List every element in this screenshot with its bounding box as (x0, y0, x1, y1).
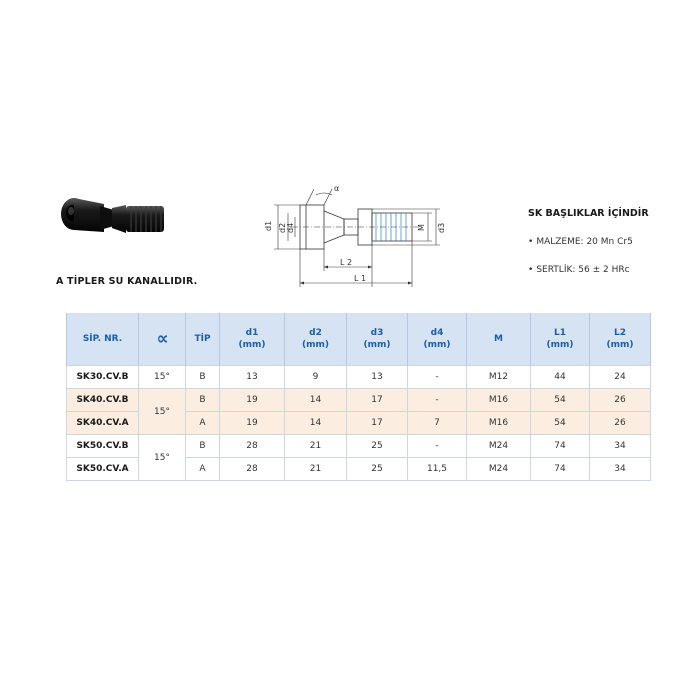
cell-m: M16 (467, 412, 531, 435)
cell-m: M24 (467, 435, 531, 458)
cell-angle: 15° (139, 435, 186, 481)
header-d1: d1 (mm) (220, 313, 285, 366)
cell-d1: 13 (220, 366, 285, 389)
cell-d3: 25 (347, 435, 408, 458)
cell-d2: 14 (285, 412, 347, 435)
cell-tip: B (186, 389, 220, 412)
cell-m: M12 (467, 366, 531, 389)
cell-d1: 19 (220, 389, 285, 412)
header-tip: TİP (186, 313, 220, 366)
cell-angle: 15° (139, 366, 186, 389)
dim-m-label: M (417, 224, 426, 231)
table-row (67, 389, 651, 412)
table-row (67, 435, 651, 458)
cell-d4: - (408, 435, 467, 458)
cell-d4: 7 (408, 412, 467, 435)
bullet: • (528, 265, 534, 275)
cell-d3: 13 (347, 366, 408, 389)
spec-material-text: MALZEME: 20 Mn Cr5 (536, 237, 633, 247)
cell-code: SK40.CV.B (67, 389, 139, 412)
cell-l1: 44 (531, 366, 590, 389)
header-d2: d2 (mm) (285, 313, 347, 366)
dim-l2-label: L 2 (340, 258, 353, 267)
dim-d1-label: d1 (264, 220, 273, 231)
table-header-row (67, 313, 651, 366)
cell-d1: 28 (220, 458, 285, 481)
alpha-symbol: ∝ (156, 328, 168, 349)
cell-d2: 21 (285, 435, 347, 458)
cell-tip: A (186, 412, 220, 435)
cell-l1: 74 (531, 435, 590, 458)
cell-l1: 54 (531, 412, 590, 435)
cell-l1: 74 (531, 458, 590, 481)
cell-code: SK30.CV.B (67, 366, 139, 389)
header-sip-nr: SİP. NR. (67, 313, 139, 366)
header-alpha (139, 313, 186, 366)
dim-alpha-label: α (334, 184, 340, 193)
cell-code: SK40.CV.A (67, 412, 139, 435)
cell-tip: B (186, 366, 220, 389)
cell-angle: 15° (139, 389, 186, 435)
cell-d4: 11,5 (408, 458, 467, 481)
cell-d3: 25 (347, 458, 408, 481)
spec-table (66, 313, 651, 481)
cell-code: SK50.CV.B (67, 435, 139, 458)
cell-d2: 9 (285, 366, 347, 389)
pull-stud-photo (52, 188, 172, 258)
cell-d2: 21 (285, 458, 347, 481)
cell-tip: B (186, 435, 220, 458)
cell-code: SK50.CV.A (67, 458, 139, 481)
cell-l2: 24 (590, 366, 651, 389)
cell-l2: 26 (590, 412, 651, 435)
dim-d2-label: d2 (278, 222, 287, 233)
header-d3: d3 (mm) (347, 313, 408, 366)
technical-drawing (262, 183, 470, 291)
cell-m: M16 (467, 389, 531, 412)
dim-l1-label: L 1 (354, 274, 367, 283)
spec-block (528, 208, 688, 275)
dim-d3-label: d3 (437, 222, 446, 233)
cell-tip: A (186, 458, 220, 481)
cell-m: M24 (467, 458, 531, 481)
cell-d1: 19 (220, 412, 285, 435)
cell-l2: 34 (590, 435, 651, 458)
cell-d3: 17 (347, 412, 408, 435)
header-m: M (467, 313, 531, 366)
cell-l1: 54 (531, 389, 590, 412)
cell-d4: - (408, 389, 467, 412)
header-l2: L2 (mm) (590, 313, 651, 366)
cell-d3: 17 (347, 389, 408, 412)
spec-title: SK BAŞLIKLAR İÇİNDİR (528, 208, 649, 219)
cell-l2: 34 (590, 458, 651, 481)
cell-l2: 26 (590, 389, 651, 412)
cell-d4: - (408, 366, 467, 389)
dim-d4-label: d4 (286, 222, 295, 233)
spec-hardness (528, 265, 688, 275)
header-d4: d4 (mm) (408, 313, 467, 366)
table-row (67, 366, 651, 389)
header-l1: L1 (mm) (531, 313, 590, 366)
bullet: • (528, 237, 534, 247)
cell-d1: 28 (220, 435, 285, 458)
cell-d2: 14 (285, 389, 347, 412)
spec-material (528, 237, 688, 247)
photo-caption: A TİPLER SU KANALLIDIR. (56, 276, 198, 287)
spec-hardness-text: SERTLİK: 56 ± 2 HRc (536, 265, 630, 275)
